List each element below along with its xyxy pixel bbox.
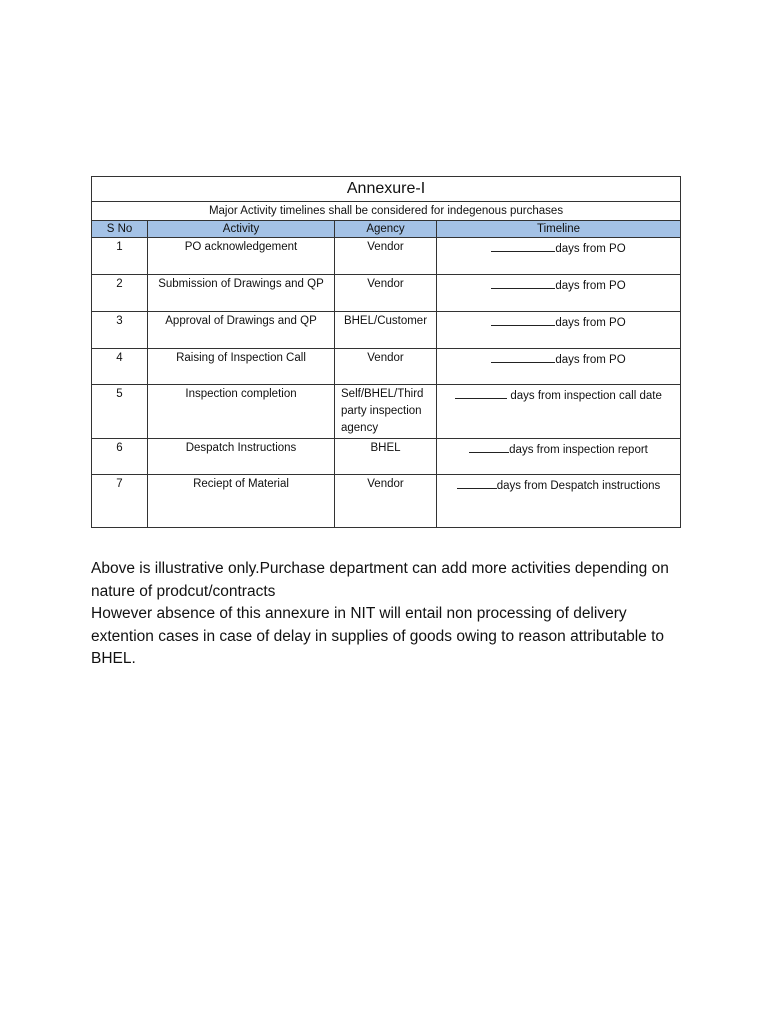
table-row: [92, 475, 681, 528]
row-sno: 2: [92, 275, 148, 312]
row-activity: Despatch Instructions: [148, 439, 335, 475]
row-agency: Vendor: [335, 349, 437, 385]
row-timeline: [437, 312, 681, 349]
row-agency: Vendor: [335, 275, 437, 312]
row-timeline: [437, 439, 681, 475]
table-row: [92, 312, 681, 349]
timeline-text: days from PO: [555, 243, 626, 255]
row-sno: 3: [92, 312, 148, 349]
timeline-blank: [491, 350, 555, 363]
row-agency: Vendor: [335, 238, 437, 275]
table-row: [92, 349, 681, 385]
row-timeline: [437, 385, 681, 439]
row-sno: 7: [92, 475, 148, 528]
timeline-text: days from PO: [555, 317, 626, 329]
timeline-text: days from Despatch instructions: [496, 480, 661, 492]
header-sno: S No: [92, 221, 148, 238]
header-agency: Agency: [335, 221, 437, 238]
header-activity: Activity: [148, 221, 335, 238]
timeline-blank: [491, 313, 555, 326]
timeline-blank: [491, 239, 555, 252]
timeline-blank: [457, 476, 497, 489]
note-absence-warning: However absence of this annexure in NIT will entail non processing of delivery extention cases in case of delay in supplies of goods owing to reason attributable to BHEL.: [91, 605, 665, 667]
header-timeline: Timeline: [437, 221, 681, 238]
row-activity: Raising of Inspection Call: [148, 349, 335, 385]
row-sno: 1: [92, 238, 148, 275]
row-agency: BHEL: [335, 439, 437, 475]
row-agency: Vendor: [335, 475, 437, 528]
timeline-blank: [469, 440, 509, 453]
row-timeline: [437, 475, 681, 528]
annexure-title: Annexure-I: [92, 177, 681, 202]
timeline-text: days from PO: [555, 280, 626, 292]
row-activity: Inspection completion: [148, 385, 335, 439]
table-row: [92, 238, 681, 275]
row-sno: 6: [92, 439, 148, 475]
timeline-blank: [455, 386, 507, 399]
annexure-table: [91, 176, 681, 528]
row-sno: 4: [92, 349, 148, 385]
annexure-subtitle: Major Activity timelines shall be considered for indegenous purchases: [92, 202, 681, 221]
row-timeline: [437, 275, 681, 312]
row-activity: Reciept of Material: [148, 475, 335, 528]
table-row: [92, 385, 681, 439]
row-timeline: [437, 238, 681, 275]
row-activity: PO acknowledgement: [148, 238, 335, 275]
annexure-notes: [91, 558, 691, 671]
table-row: [92, 275, 681, 312]
row-activity: Submission of Drawings and QP: [148, 275, 335, 312]
timeline-blank: [491, 276, 555, 289]
timeline-text: days from inspection report: [509, 444, 648, 456]
row-activity: Approval of Drawings and QP: [148, 312, 335, 349]
row-sno: 5: [92, 385, 148, 439]
timeline-text: days from PO: [555, 354, 626, 366]
note-illustrative: Above is illustrative only.Purchase department can add more activities depending on nature of prodcut/contracts: [91, 560, 669, 600]
row-agency: BHEL/Customer: [335, 312, 437, 349]
row-timeline: [437, 349, 681, 385]
table-row: [92, 439, 681, 475]
table-header-row: [92, 221, 681, 238]
row-agency: Self/BHEL/Third party inspection agency: [335, 385, 437, 439]
timeline-text: days from inspection call date: [507, 390, 662, 402]
